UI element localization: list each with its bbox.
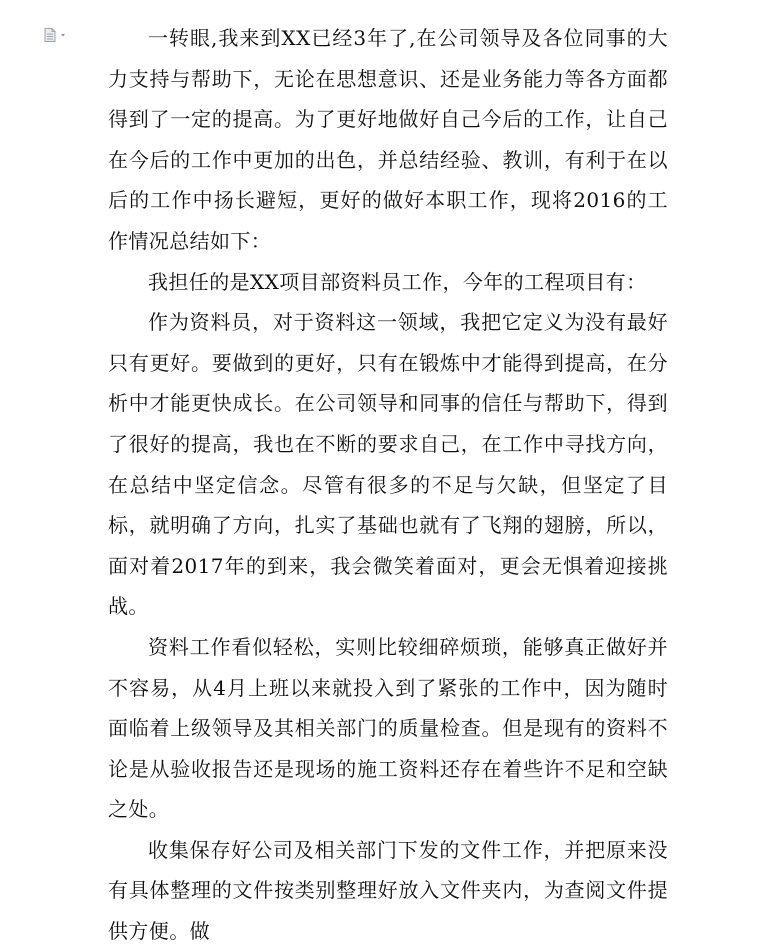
- document-icon[interactable]: [44, 28, 68, 42]
- chevron-down-icon: [61, 34, 65, 37]
- document-body: [108, 18, 668, 952]
- paragraph-1: 一转眼,我来到XX已经3年了,在公司领导及各位同事的大力支持与帮助下，无论在思想意识、还是业务能力等各方面都得到了一定的提高。为了更好地做好自己今后的工作，让自己在今后的工作中更加的出色，并总结经验、教训，有利于在以后的工作中扬长避短，更好的做好本职工作，现将2016的工作情况总结如下：: [108, 26, 668, 253]
- paragraph-2: 我担任的是XX项目部资料员工作，今年的工程项目有：: [148, 269, 647, 294]
- paragraph-5: 收集保存好公司及相关部门下发的文件工作，并把原来没有具体整理的文件按类别整理好放入文件夹内，为查阅文件提供方便。做: [108, 837, 668, 944]
- paragraph-4: 资料工作看似轻松，实则比较细碎烦琐，能够真正做好并不容易，从4月上班以来就投入到了紧张的工作中，因为随时面临着上级领导及其相关部门的质量检查。但是现有的资料不论是从验收报告还是现场的施工资料还存在着些许不足和空缺之处。: [108, 634, 668, 822]
- paragraph-3: 作为资料员，对于资料这一领域，我把它定义为没有最好只有更好。要做到的更好，只有在锻炼中才能得到提高，在分析中才能更快成长。在公司领导和同事的信任与帮助下，得到了很好的提高，我也在不断的要求自己，在工作中寻找方向，在总结中坚定信念。尽管有很多的不足与欠缺，但坚定了目标，就明确了方向，扎实了基础也就有了飞翔的翅膀，所以，面对着2017年的到来，我会微笑着面对，更会无惧着迎接挑战。: [108, 310, 668, 619]
